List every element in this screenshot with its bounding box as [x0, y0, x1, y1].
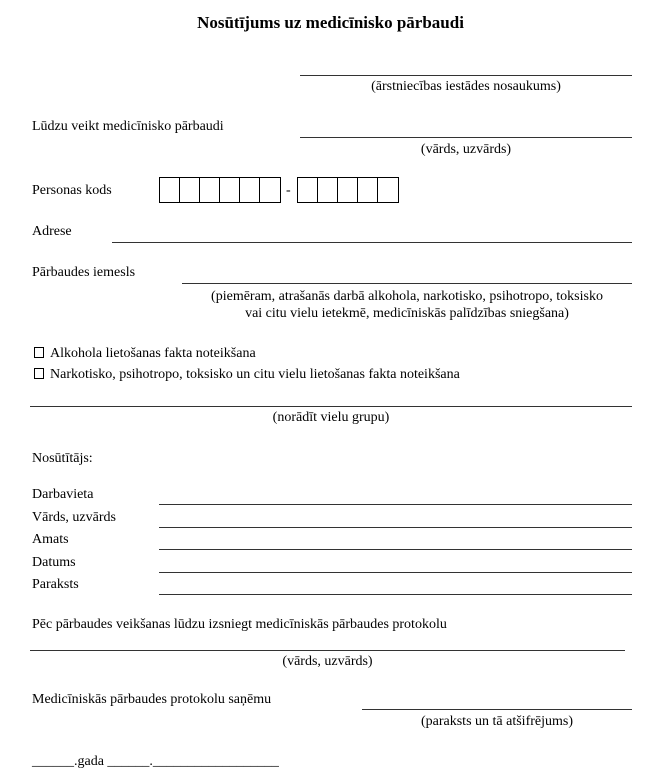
code-digit-box[interactable]	[358, 178, 378, 202]
receiver-signature-caption: (paraksts un tā atšifrējums)	[420, 714, 573, 729]
request-label: Lūdzu veikt medicīnisko pārbaudi	[32, 119, 224, 134]
checkbox-icon[interactable]	[34, 347, 44, 358]
signature-field-line[interactable]	[159, 594, 632, 595]
personal-code-separator: -	[286, 183, 291, 198]
code-digit-box[interactable]	[160, 178, 180, 202]
code-digit-box[interactable]	[378, 178, 398, 202]
institution-caption: (ārstniecības iestādes nosaukums)	[371, 79, 561, 94]
document-title: Nosūtījums uz medicīnisko pārbaudi	[197, 13, 464, 32]
sender-field-label: Paraksts	[32, 577, 79, 592]
sender-field-label: Darbavieta	[32, 487, 94, 502]
code-digit-box[interactable]	[338, 178, 358, 202]
date-field-line[interactable]	[159, 572, 632, 573]
date-line[interactable]: ______.gada ______.__________________	[32, 754, 279, 769]
recipient-name-line[interactable]	[30, 650, 625, 651]
personal-code-part2[interactable]	[297, 177, 399, 203]
reason-line[interactable]	[182, 283, 632, 284]
option-substances[interactable]	[34, 366, 460, 383]
sender-field-label: Amats	[32, 532, 69, 547]
reason-hint-line1: (piemēram, atrašanās darbā alkohola, narkotisko, psihotropo, toksisko	[211, 289, 603, 304]
option-label: Alkohola lietošanas fakta noteikšana	[50, 346, 256, 361]
code-digit-box[interactable]	[200, 178, 220, 202]
reason-hint-line2: vai citu vielu ietekmē, medicīniskās palīdzības sniegšana)	[245, 306, 569, 321]
personal-code-label: Personas kods	[32, 183, 112, 198]
workplace-line[interactable]	[159, 504, 632, 505]
receiver-signature-line[interactable]	[362, 709, 632, 710]
recipient-name-caption: (vārds, uzvārds)	[282, 654, 373, 669]
sender-field-label: Datums	[32, 555, 76, 570]
code-digit-box[interactable]	[318, 178, 338, 202]
personal-code-part1[interactable]	[159, 177, 281, 203]
position-line[interactable]	[159, 549, 632, 550]
code-digit-box[interactable]	[260, 178, 280, 202]
sender-heading: Nosūtītājs:	[32, 451, 93, 466]
sender-field-label: Vārds, uzvārds	[32, 510, 116, 525]
protocol-request-text: Pēc pārbaudes veikšanas lūdzu izsniegt medicīniskās pārbaudes protokolu	[32, 617, 447, 632]
patient-name-line[interactable]	[300, 137, 632, 138]
option-label: Narkotisko, psihotropo, toksisko un citu vielu lietošanas fakta noteikšana	[50, 367, 460, 382]
sender-name-line[interactable]	[159, 527, 632, 528]
institution-name-line[interactable]	[300, 75, 632, 76]
address-line[interactable]	[112, 242, 632, 243]
option-alcohol[interactable]	[34, 345, 256, 362]
checkbox-icon[interactable]	[34, 368, 44, 379]
address-label: Adrese	[32, 224, 72, 239]
code-digit-box[interactable]	[298, 178, 318, 202]
code-digit-box[interactable]	[240, 178, 260, 202]
code-digit-box[interactable]	[180, 178, 200, 202]
substance-group-caption: (norādīt vielu grupu)	[272, 410, 390, 425]
protocol-received-label: Medicīniskās pārbaudes protokolu saņēmu	[32, 692, 272, 707]
patient-name-caption: (vārds, uzvārds)	[420, 142, 512, 157]
code-digit-box[interactable]	[220, 178, 240, 202]
reason-label: Pārbaudes iemesls	[32, 265, 136, 280]
substance-group-line[interactable]	[30, 406, 632, 407]
